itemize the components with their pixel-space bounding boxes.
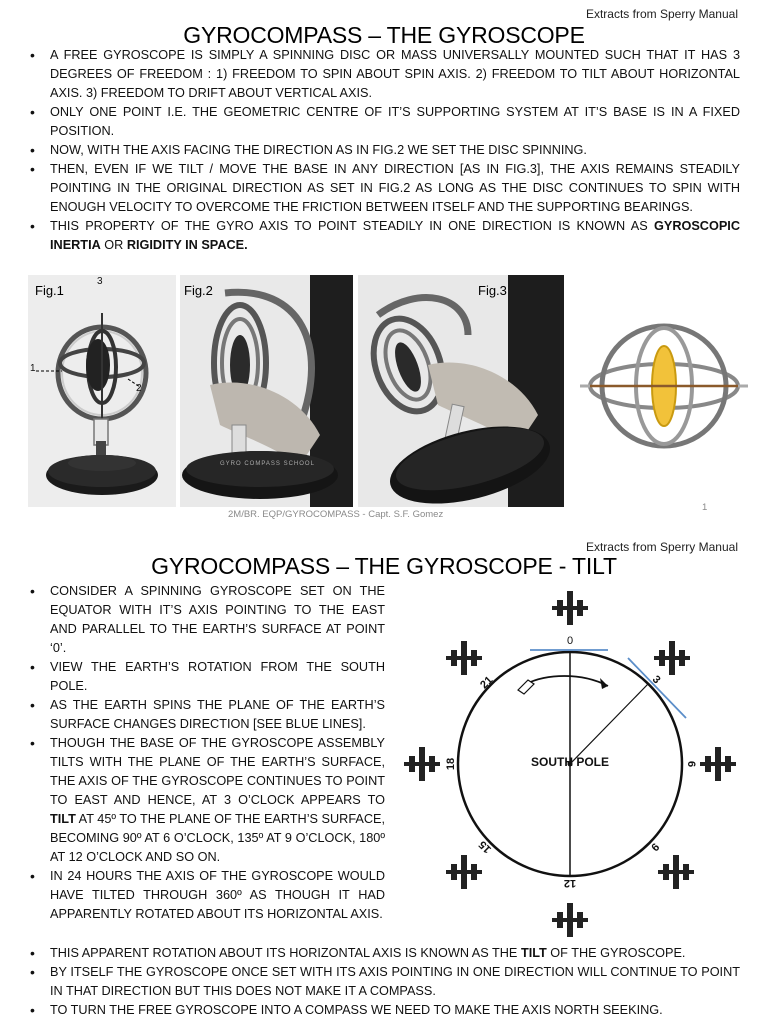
gyro-symbol-6-icon (700, 747, 736, 781)
bullet-text: OR (100, 238, 127, 252)
bold-term: TILT (520, 946, 547, 960)
gyro-symbol-21-icon (446, 641, 482, 675)
south-pole-label: SOUTH POLE (530, 755, 610, 769)
gyro-symbol-12-icon (552, 903, 588, 937)
blue-tangent-line (628, 658, 686, 718)
bullet-item: • VIEW THE EARTH’S ROTATION FROM THE SOUTH POLE. (28, 658, 385, 696)
gyroscope-icon (28, 275, 176, 507)
bullet-item (28, 217, 740, 255)
bullet-text: THIS PROPERTY OF THE GYRO AXIS TO POINT STEADILY IN ONE DIRECTION IS KNOWN AS (50, 219, 654, 233)
gyro-symbol-0-icon (552, 591, 588, 625)
bullet-item (28, 944, 740, 963)
bullet-list-bottom (28, 944, 740, 1020)
page-number: 1 (702, 502, 708, 513)
gyro-symbol-9-icon (658, 855, 694, 889)
fig2-photo (180, 275, 353, 507)
hour-label-0: 0 (566, 635, 574, 647)
bullet-list-left (28, 582, 385, 924)
fig1-label-3: 3 (97, 276, 103, 287)
slide-title: GYROCOMPASS – THE GYROSCOPE (183, 22, 585, 48)
hour-label-18: 18 (445, 757, 457, 771)
fig1-photo (28, 275, 176, 507)
bullet-item: • IN 24 HOURS THE AXIS OF THE GYROSCOPE WOULD HAVE TILTED THROUGH 360º AS THOUGH IT HAD APPARENTLY ROTATED ABOUT ITS HORIZONTAL AXIS. (28, 867, 385, 924)
rotation-arrow-icon (526, 676, 608, 686)
fig2-caption: Fig.2 (184, 283, 213, 298)
bullet-text: THIS APPARENT ROTATION ABOUT ITS HORIZONTAL AXIS IS KNOWN AS THE (50, 946, 521, 960)
radius-line (570, 684, 648, 764)
bullet-item: • AS THE EARTH SPINS THE PLANE OF THE EARTH’S SURFACE CHANGES DIRECTION [SEE BLUE LINES]. (28, 696, 385, 734)
extract-note: Extracts from Sperry Manual (585, 7, 738, 21)
bullet-item: • CONSIDER A SPINNING GYROSCOPE SET ON THE EQUATOR WITH IT’S AXIS POINTING TO THE EAST AND PARALLEL TO THE EARTH’S SURFACE AT POINT ‘0’. (28, 582, 385, 658)
extract-note: Extracts from Sperry Manual (585, 540, 738, 554)
bullet-item: • THEN, EVEN IF WE TILT / MOVE THE BASE IN ANY DIRECTION [AS IN FIG.3], THE AXIS REMAINS STEADILY POINTING IN THE ORIGINAL DIRECTION AS SET IN FIG.2 AS LONG AS THE DISC CONTINUES TO SPIN WITH ENOUGH VELOCITY TO OVERCOME THE FRICTION BETWEEN ITSELF AND THE SUPPORTING BEARINGS. (28, 160, 740, 217)
hour-label-6: 6 (685, 760, 697, 768)
gimbal-illustration-icon (580, 320, 748, 452)
hour-label-12: 12 (563, 877, 577, 889)
gyro-symbol-3-icon (654, 641, 690, 675)
slide-gyroscope-tilt (0, 532, 768, 1024)
bullet-text: OF THE GYROSCOPE. (546, 946, 686, 960)
bullet-item: • BY ITSELF THE GYROSCOPE ONCE SET WITH ITS AXIS POINTING IN ONE DIRECTION WILL CONTINUE TO POINT IN THAT DIRECTION BUT THIS DOES NOT MAKE IT A COMPASS. (28, 963, 740, 1001)
bullet-item (28, 734, 385, 867)
fig3-photo (358, 275, 564, 507)
bullet-list (28, 46, 740, 255)
footer-credit: 2M/BR. EQP/GYROCOMPASS - Capt. S.F. Gomez (228, 509, 444, 520)
hour-label-9: 9 (648, 840, 662, 854)
bullet-item: • TO TURN THE FREE GYROSCOPE INTO A COMPASS WE NEED TO MAKE THE AXIS NORTH SEEKING. (28, 1001, 740, 1020)
fig1-label-2: 2 (136, 383, 142, 394)
bold-term: RIGIDITY IN SPACE. (126, 238, 248, 252)
bullet-item: • NOW, WITH THE AXIS FACING THE DIRECTION AS IN FIG.2 WE SET THE DISC SPINNING. (28, 141, 740, 160)
bullet-item: • ONLY ONE POINT I.E. THE GEOMETRIC CENTRE OF IT’S SUPPORTING SYSTEM AT IT’S BASE IS IN A FIXED POSITION. (28, 103, 740, 141)
fig1-caption: Fig.1 (35, 283, 64, 298)
fig1-label-1: 1 (30, 363, 36, 374)
bold-term: TILT (50, 812, 76, 826)
gyroscope-hand-icon (180, 275, 353, 507)
gyro-symbol-15-icon (446, 855, 482, 889)
bullet-item: • A FREE GYROSCOPE IS SIMPLY A SPINNING DISC OR MASS UNIVERSALLY MOUNTED SUCH THAT IT HAS 3 DEGREES OF FREEDOM : 1) FREEDOM TO SPIN ABOUT SPIN AXIS. 2) FREEDOM TO TILT ABOUT HORIZONTAL AXIS. 3) FREEDOM TO DRIFT ABOUT VERTICAL AXIS. (28, 46, 740, 103)
base-engraving: GYRO COMPASS SCHOOL (220, 461, 315, 467)
hour-label-15: 15 (476, 838, 494, 856)
hour-label-21: 21 (478, 674, 496, 692)
bullet-text: THOUGH THE BASE OF THE GYROSCOPE ASSEMBLY TILTS WITH THE PLANE OF THE EARTH’S SURFACE, THE AXIS OF THE GYROSCOPE CONTINUES TO POINT TO EAST AND HENCE, AT 3 O’CLOCK APPEARS TO (50, 736, 385, 807)
slide-title: GYROCOMPASS – THE GYROSCOPE - TILT (151, 553, 617, 579)
earth-rotation-diagram (396, 586, 746, 944)
gyroscope-tilted-icon (358, 275, 564, 507)
bold-term: GYROSCOPIC INERTIA (50, 219, 740, 252)
bullet-text: AT 45º TO THE PLANE OF THE EARTH’S SURFACE, BECOMING 90º AT 6 O’CLOCK, 135º AT 9 O’CLOCK, 180º AT 12 O’CLOCK AND SO ON. (50, 812, 385, 864)
gyro-symbol-18-icon (404, 747, 440, 781)
hour-label-3: 3 (649, 673, 663, 687)
fig3-caption: Fig.3 (478, 283, 507, 298)
